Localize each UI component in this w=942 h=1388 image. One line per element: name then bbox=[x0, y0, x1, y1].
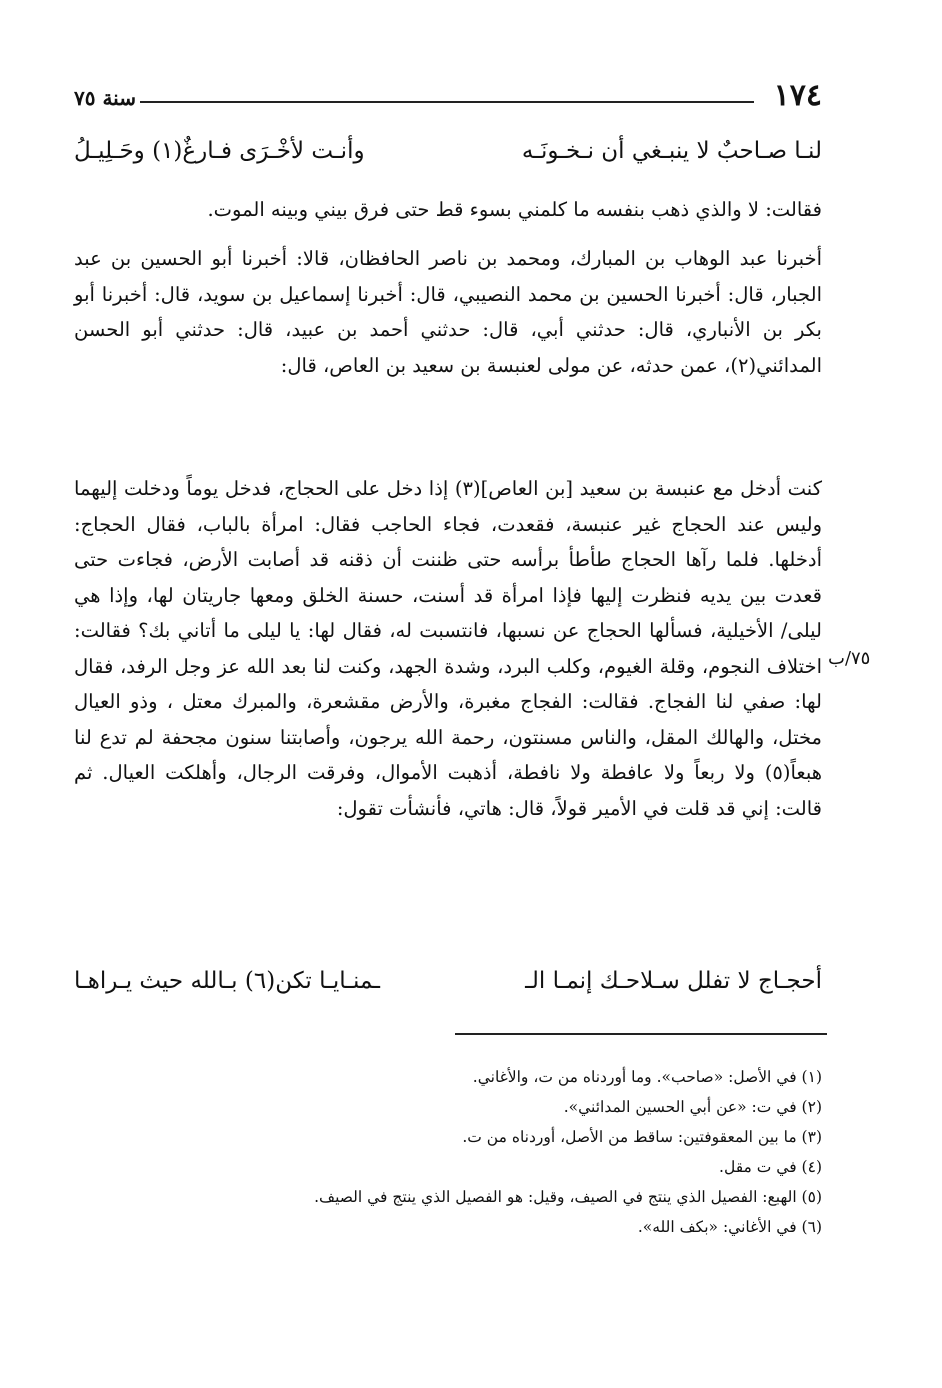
footnote-6: (٦) في الأغاني: «بكف الله». bbox=[637, 1218, 822, 1236]
paragraph-1-text: فقالت: لا والذي ذهب بنفسه ما كلمني بسوء قط حتى فرق بيني وبينه الموت. bbox=[207, 198, 822, 221]
page-number: ١٧٤ bbox=[773, 78, 822, 113]
paragraph-3 bbox=[74, 471, 822, 826]
verse-1-hemistich-2: وأنـت لأخْـرَى فـارغٌ(١) وحَـلِيـلُ bbox=[74, 138, 365, 164]
verse-line-1 bbox=[74, 131, 822, 171]
footnote-5: (٥) الهبع: الفصيل الذي ينتج في الصيف، وقيل: هو الفصيل الذي ينتج في الصيف. bbox=[314, 1188, 822, 1206]
paragraph-2-text: أخبرنا عبد الوهاب بن المبارك، ومحمد بن ناصر الحافظان، قالا: أخبرنا أبو الحسين بن عبد الجبار، قال: أخبرنا الحسين بن محمد النصيبي، قال: أخبرنا إسماعيل بن سويد، قال: أخبرنا أبو بكر بن الأنباري، قال: حدثني أبي، قال: حدثني أحمد بن عبيد، قال: حدثني أبو الحسن المدائني(٢)، عمن حدثه، عن مولى لعنبسة بن سعيد بن العاص، قال: bbox=[74, 247, 822, 377]
margin-folio-note: ٧٥/ب bbox=[828, 648, 871, 669]
header-rule bbox=[140, 101, 754, 103]
verse-line-2 bbox=[74, 961, 822, 1001]
verse-1-hemistich-1: لنـا صـاحبٌ لا ينبـغي أن نـخـونَـه bbox=[521, 138, 822, 164]
footnote-4: (٤) في ت مقل. bbox=[719, 1158, 822, 1176]
footnote-1: (١) في الأصل: «صاحب». وما أوردناه من ت، والأغاني. bbox=[472, 1068, 822, 1086]
footnotes bbox=[200, 1062, 822, 1242]
paragraph-3-text: كنت أدخل مع عنبسة بن سعيد [بن العاص](٣) إذا دخل على الحجاج، فدخل يوماً ودخلت إليهما وليس عند الحجاج غير عنبسة، فقعدت، فجاء الحاجب فقال: امرأة بالباب، فقال الحجاج: أدخلها. فلما رآها الحجاج طأطأ برأسه حتى ظننت أن ذقنه قد أصابت الأرض، فجاءت حتى قعدت بين يديه فنظرت إليها فإذا امرأة قد أسنت، حسنة الخلق ومعها جاريتان لها، وإذا هي ليلى/ الأخيلية، فسألها الحجاج عن نسبها، فانتسبت له، فقال لها: يا ليلى ما أتاني بك؟ فقالت: اختلاف النجوم، وقلة الغيوم، وكلب البرد، وشدة الجهد، وكنت لنا بعد الله عز وجل الرفد، فقال لها: صفي لنا الفجاج. فقالت: الفجاج مغبرة، والأرض مقشعرة، والمبرك معتل ، وذو العيال مختل، والهالك المقل، والناس مسنتون، رحمة الله يرجون، وأصابتنا سنون مجحفة لم تدع لنا هبعاً(٥) ولا ربعاً ولا عافطة ولا نافطة، أذهبت الأموال، وفرقت الرجال، وأهلكت العيال. ثم قالت: إني قد قلت في الأمير قولاً، قال: هاتي، فأنشأت تقول: bbox=[74, 477, 822, 820]
footnote-3: (٣) ما بين المعقوفتين: ساقط من الأصل، أوردناه من ت. bbox=[462, 1128, 822, 1146]
footnote-2: (٢) في ت: «عن أبي الحسين المدائني». bbox=[563, 1098, 822, 1116]
paragraph-2 bbox=[74, 241, 822, 383]
header-year-label: سنة ٧٥ bbox=[74, 86, 136, 110]
paragraph-1 bbox=[74, 192, 822, 228]
footnote-rule bbox=[455, 1033, 827, 1035]
verse-2-hemistich-2: ـمنـايـا تكن(٦) بـالله حيث يـراهـا bbox=[74, 968, 380, 994]
verse-2-hemistich-1: أحجـاج لا تفلل سـلاحـك إنمـا الـ bbox=[525, 968, 822, 994]
